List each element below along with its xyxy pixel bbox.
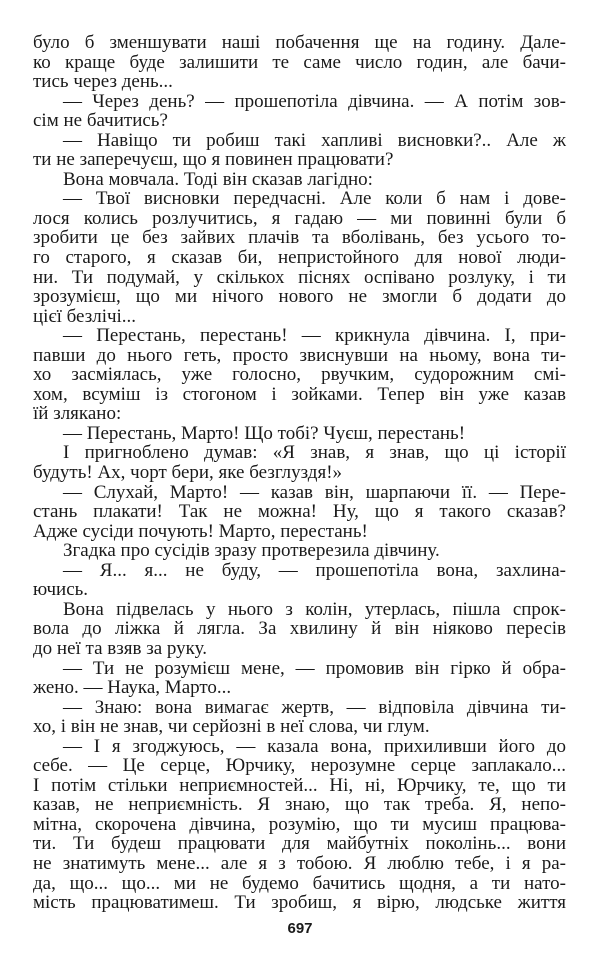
text-line: стань плакати! Так не можна! Ну, що я такого сказав? xyxy=(33,501,566,523)
text-line: ючись. xyxy=(33,579,89,601)
text-line: будуть! Ах, чорт бери, яке безглуздя!» xyxy=(33,462,343,484)
text-line: цієї безлічі... xyxy=(33,305,137,327)
text-line: — Ти не розумієш мене, — промовив він гірко й обра- xyxy=(63,657,566,679)
text-line: — Навіщо ти робиш такі хапливі висновки?.. Але ж xyxy=(63,129,566,151)
text-line: ни. Ти подумай, у скількох піснях оспівано розлуку, і ти xyxy=(33,266,566,288)
text-line: до неї та взяв за руку. xyxy=(33,637,207,659)
text-line: да, що... що... ми не будемо бачитись щодня, а ти нато- xyxy=(33,872,566,894)
text-line: — І я згоджуюсь, — казала вона, прихиливши його до xyxy=(63,735,566,757)
text-line: Вона підвелась у нього з колін, утерлась, пішла спрок- xyxy=(63,598,566,620)
text-line: павши до нього геть, просто звиснувши на ньому, вона ти- xyxy=(33,344,566,366)
text-line: — Твої висновки передчасні. Але коли б нам і дове- xyxy=(63,188,566,210)
text-line: — Перестань, Марто! Що тобі? Чуєш, перестань! xyxy=(63,422,466,444)
text-line: вола до ліжка й лягла. За хвилину й він ніяково пересів xyxy=(33,618,566,640)
text-line: Вона мовчала. Тоді він сказав лагідно: xyxy=(63,168,373,190)
text-line: ти не заперечуєш, що я повинен працювати? xyxy=(33,149,394,171)
text-line: — Знаю: вона вимагає жертв, — відповіла дівчина ти- xyxy=(63,696,566,718)
text-line: жено. — Наука, Марто... xyxy=(33,677,232,699)
text-line: зробити це без зайвих плачів та вболівань, без усього то- xyxy=(33,227,566,249)
text-line: тись через день... xyxy=(33,71,173,93)
page-body xyxy=(33,33,566,913)
text-line: не знатимуть мене... але я з тобою. Я люблю тебе, і я ра- xyxy=(33,852,566,874)
text-line: хо, і він не знав, чи серйозні в неї слова, чи глум. xyxy=(33,716,430,738)
text-line: казав, не неприємність. Я знаю, що так треба. Я, непо- xyxy=(33,794,566,816)
text-line: лося колись розлучитись, я гадаю — ми повинні були б xyxy=(33,207,566,229)
text-line: — Через день? — прошепотіла дівчина. — А потім зов- xyxy=(63,90,566,112)
text-line: Адже сусіди почують! Марто, перестань! xyxy=(33,520,368,542)
text-line: Згадка про сусідів зразу протверезила дівчину. xyxy=(63,540,440,562)
text-line: го старого, я сказав би, непристойного для нової люди- xyxy=(33,247,566,269)
text-line: І пригноблено думав: «Я знав, я знав, що ці історії xyxy=(63,442,566,464)
text-line: — Перестань, перестань! — крикнула дівчина. І, при- xyxy=(63,325,566,347)
text-line: сім не бачитись? xyxy=(33,110,168,132)
text-line: себе. — Це серце, Юрчику, нерозумне серце заплакало... xyxy=(33,755,566,777)
text-line: зрозумієш, що ми нічого нового не змогли б додати до xyxy=(33,286,566,308)
page-number: 697 xyxy=(287,920,313,937)
text-line: було б зменшувати наші побачення ще на годину. Дале- xyxy=(33,32,566,53)
text-line: хо засміялась, уже голосно, рвучким, судорожним смі- xyxy=(33,364,566,386)
text-line: І потім стільки неприємностей... Ні, ні, Юрчику, те, що ти xyxy=(33,774,566,796)
text-line: — Слухай, Марто! — казав він, шарпаючи її. — Пере- xyxy=(63,481,566,503)
text-line: ти. Ти будеш працювати для майбутніх поколінь... вони xyxy=(33,833,566,855)
text-line: мітна, скорочена дівчина, розумію, що ти мусиш працюва- xyxy=(33,813,566,835)
text-line: їй злякано: xyxy=(33,403,122,425)
text-line: ко краще буде залишити те саме число годин, але бачи- xyxy=(33,51,566,73)
text-line: мість працюватимеш. Ти зробиш, я вірю, людське життя xyxy=(33,892,566,914)
text-line: — Я... я... не буду, — прошепотіла вона, захлина- xyxy=(63,559,566,581)
text-line: хом, всуміш із стогоном і зойками. Тепер він уже казав xyxy=(33,383,566,405)
